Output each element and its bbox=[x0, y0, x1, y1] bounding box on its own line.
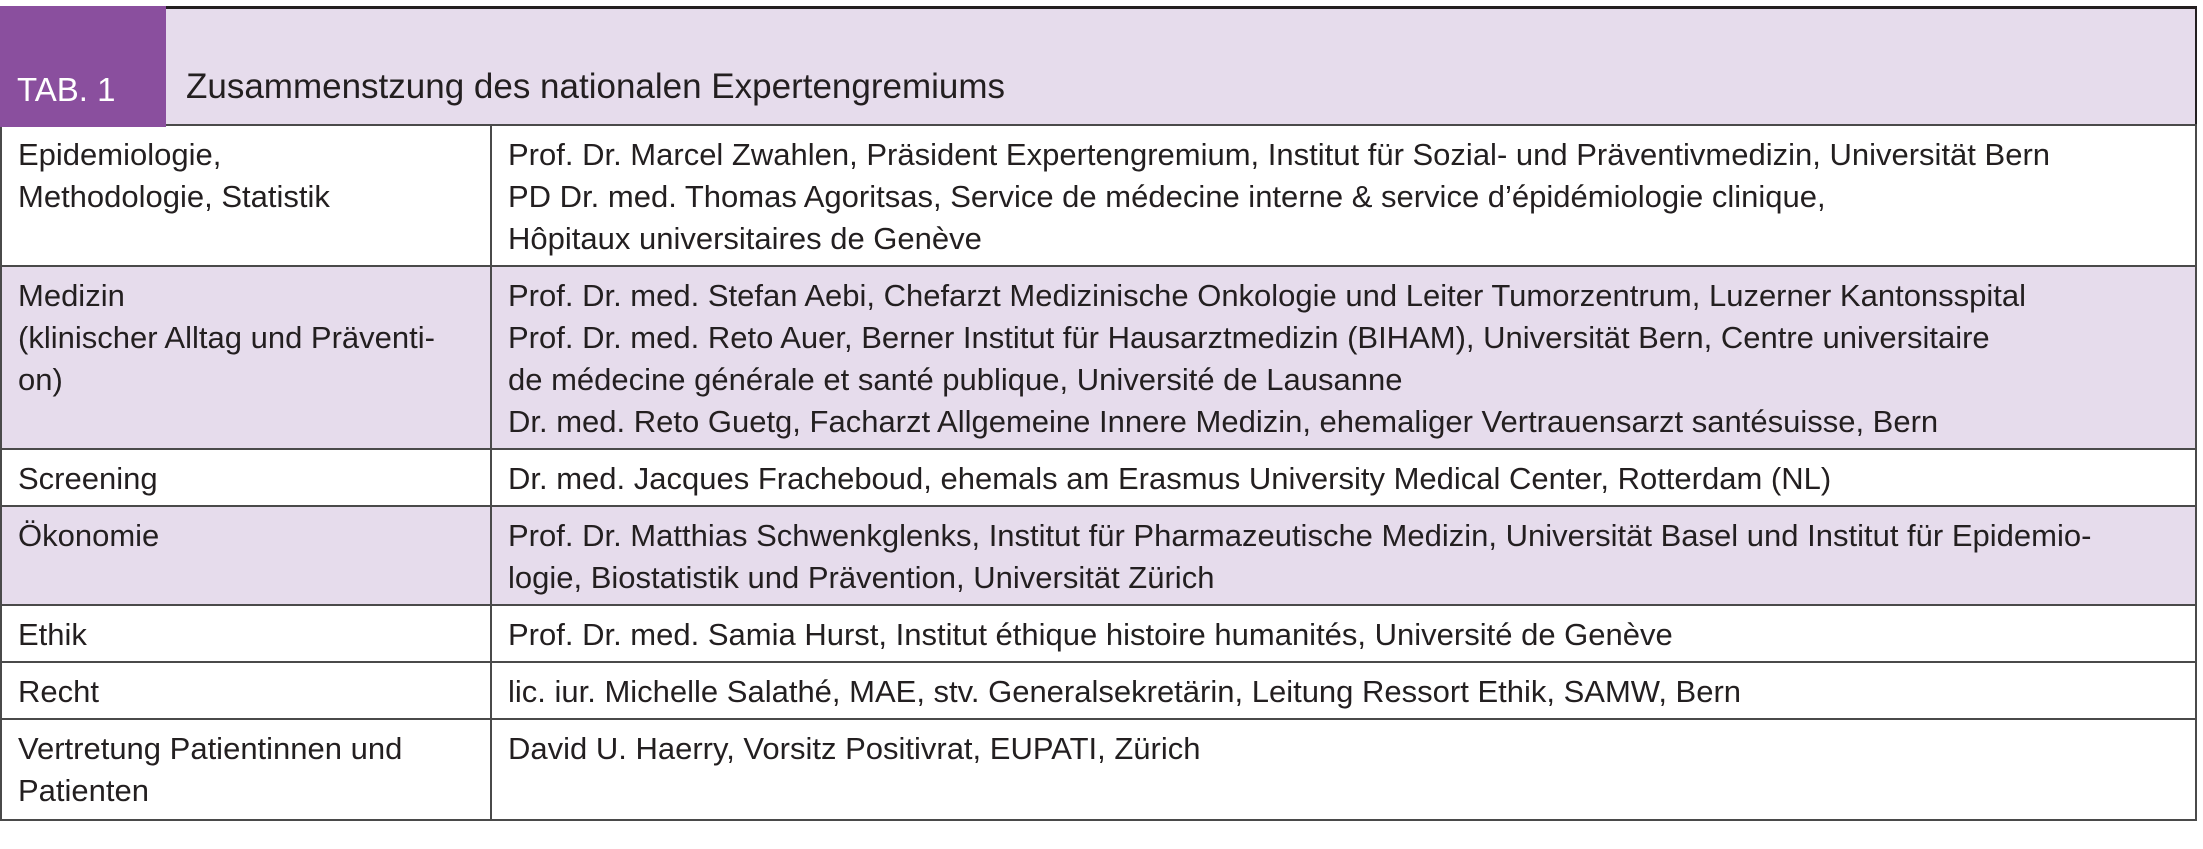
member-text: Prof. Dr. med. Stefan Aebi, Chefarzt Medizinische Onkologie und Leiter Tumorzentrum, Luzerner Kantonsspital bbox=[508, 278, 2027, 313]
category-text: Medizin bbox=[18, 278, 125, 313]
table-row bbox=[1, 506, 2196, 605]
category-text: Epidemiologie, bbox=[18, 137, 222, 172]
category-cell bbox=[1, 125, 491, 266]
member-text: Dr. med. Jacques Fracheboud, ehemals am Erasmus University Medical Center, Rotterdam (NL) bbox=[508, 461, 1832, 496]
member-text: David U. Haerry, Vorsitz Positivrat, EUPATI, Zürich bbox=[508, 731, 1201, 766]
category-text: on) bbox=[18, 362, 63, 397]
expert-panel-table bbox=[0, 6, 2197, 821]
category-cell bbox=[1, 266, 491, 449]
members-cell bbox=[491, 125, 2196, 266]
table-row bbox=[1, 719, 2196, 820]
category-cell bbox=[1, 605, 491, 662]
table-number-label: TAB. 1 bbox=[0, 6, 166, 127]
category-cell bbox=[1, 662, 491, 719]
table-row bbox=[1, 125, 2196, 266]
category-cell bbox=[1, 449, 491, 506]
table-header bbox=[0, 6, 2197, 124]
category-text: (klinischer Alltag und Präventi- bbox=[18, 320, 435, 355]
category-cell bbox=[1, 506, 491, 605]
member-text: PD Dr. med. Thomas Agoritsas, Service de médecine interne & service d’épidémiologie clinique, bbox=[508, 179, 1826, 214]
member-text: de médecine générale et santé publique, Université de Lausanne bbox=[508, 362, 1403, 397]
category-text: Ökonomie bbox=[18, 518, 160, 553]
table-row bbox=[1, 605, 2196, 662]
members-cell bbox=[491, 605, 2196, 662]
members-cell bbox=[491, 662, 2196, 719]
member-text: Prof. Dr. Matthias Schwenkglenks, Institut für Pharmazeutische Medizin, Universität Basel und Institut für Epidemio- bbox=[508, 518, 2092, 553]
category-text: Ethik bbox=[18, 617, 87, 652]
table-row bbox=[1, 266, 2196, 449]
category-cell bbox=[1, 719, 491, 820]
category-text: Patienten bbox=[18, 773, 149, 808]
member-text: Prof. Dr. med. Reto Auer, Berner Institut für Hausarztmedizin (BIHAM), Universität Bern, Centre universitaire bbox=[508, 320, 1990, 355]
category-text: Methodologie, Statistik bbox=[18, 179, 330, 214]
table-row bbox=[1, 449, 2196, 506]
member-text: lic. iur. Michelle Salathé, MAE, stv. Generalsekretärin, Leitung Ressort Ethik, SAMW, Bern bbox=[508, 674, 1742, 709]
members-cell bbox=[491, 449, 2196, 506]
category-text: Screening bbox=[18, 461, 158, 496]
member-text: Dr. med. Reto Guetg, Facharzt Allgemeine Innere Medizin, ehemaliger Vertrauensarzt santésuisse, Bern bbox=[508, 404, 1939, 439]
members-cell bbox=[491, 719, 2196, 820]
table-body bbox=[0, 124, 2197, 821]
members-cell bbox=[491, 506, 2196, 605]
member-text: Prof. Dr. med. Samia Hurst, Institut éthique histoire humanités, Université de Genève bbox=[508, 617, 1673, 652]
category-text: Recht bbox=[18, 674, 99, 709]
table-title: Zusammenstzung des nationalen Expertengremiums bbox=[186, 67, 1006, 106]
members-cell bbox=[491, 266, 2196, 449]
member-text: Prof. Dr. Marcel Zwahlen, Präsident Expertengremium, Institut für Sozial- und Präventivmedizin, Universität Bern bbox=[508, 137, 2051, 172]
table-row bbox=[1, 662, 2196, 719]
member-text: Hôpitaux universitaires de Genève bbox=[508, 221, 982, 256]
category-text: Vertretung Patientinnen und bbox=[18, 731, 403, 766]
member-text: logie, Biostatistik und Prävention, Universität Zürich bbox=[508, 560, 1215, 595]
